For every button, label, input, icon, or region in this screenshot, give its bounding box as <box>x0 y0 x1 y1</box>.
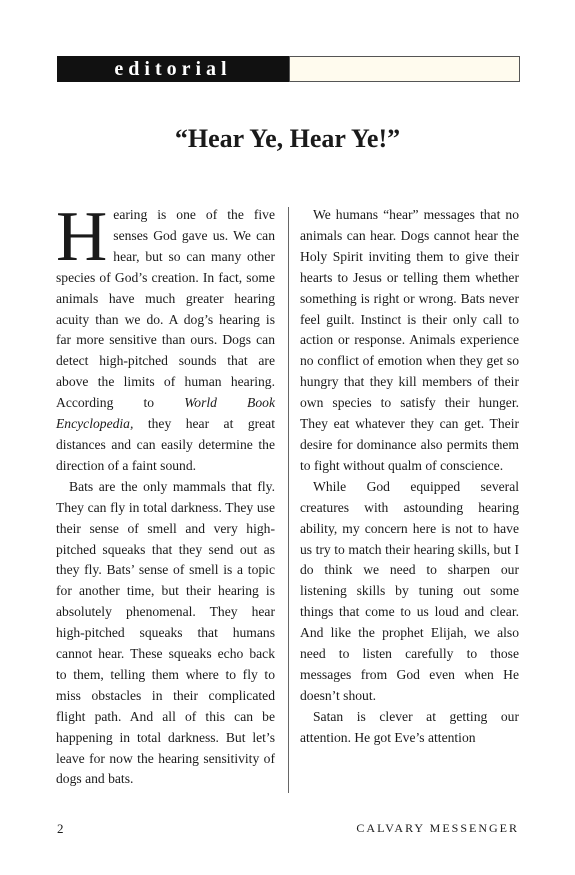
paragraph <box>56 198 275 477</box>
section-label-box <box>57 56 289 82</box>
paragraph: Satan is clever at getting our attention. He got Eve’s attention <box>300 708 519 745</box>
section-header <box>57 56 519 82</box>
paragraph: We humans “hear” messages that no animals can hear. Dogs cannot hear the Holy Spirit inviting them to give their hearts to Jesus or telling them whether something is right or wrong. Bats never feel guilt. Instinct is their only call to action or response. Animals experience no conflict of emotion when they get so hungry that they kill members of their own species to satisfy their hunger. They eat whatever they can get. Their desire for dominance also permits them to fight without qualm of conscience. <box>300 207 519 473</box>
section-label: editorial <box>114 57 232 80</box>
paragraph: Bats are the only mammals that fly. They can fly in total darkness. They use their sense of smell and very high-pitched squeaks that they send out as they fly. Bats’ sense of smell is a topic for another time, but their hearing is absolutely phenomenal. They hear high-pitched squeaks that humans cannot hear. These squeaks echo back to them, telling them where to fly to miss obstacles in their complicated flight path. And all of this can be happening in total darkness. But let’s leave for now the hearing sensitivity of dogs and bats. <box>56 478 275 787</box>
paragraph: While God equipped several creatures with astounding hearing ability, my concern here is not to have us try to match their hearing skills, but I do think we need to sharpen our listening skills by tuning out some things that come to us loud and clear. And like the prophet Elijah, we also need to listen carefully to those messages from God even when He doesn’t shout. <box>300 478 519 703</box>
publication-name: CALVARY MESSENGER <box>356 821 519 835</box>
header-bar <box>289 56 520 82</box>
page-number: 2 <box>57 821 64 836</box>
left-column <box>56 198 275 790</box>
paragraph-text: they hear at great distances and can easily determine the direction of a faint sound. <box>56 416 275 473</box>
article-title: “Hear Ye, Hear Ye!” <box>174 124 401 153</box>
paragraph-text: earing is one of the five senses God gave us. We can hear, but so can many other species of God’s creation. In fact, some animals have much greater hearing acuity than we do. A dog’s hearing is far more sensitive than ours. Dogs can detect high-pitched sounds that are above the limits of human hearing. According to <box>56 207 275 411</box>
right-column <box>300 205 519 749</box>
drop-cap: H <box>56 198 108 276</box>
book-title: World Book Encyclopedia, <box>56 395 275 432</box>
column-divider <box>288 207 289 793</box>
